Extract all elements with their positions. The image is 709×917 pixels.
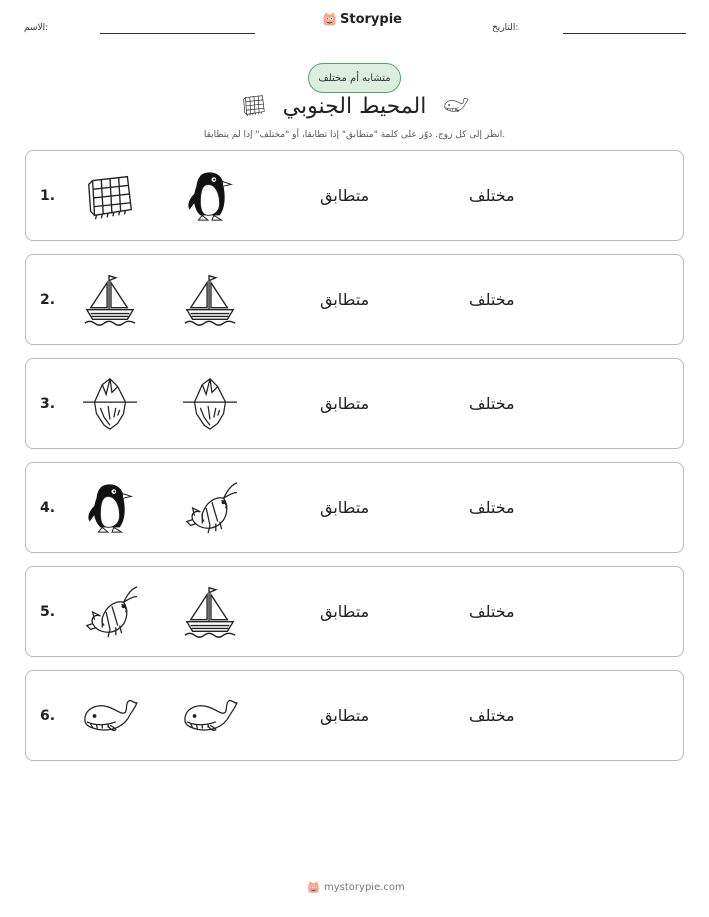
exercise-row-6 bbox=[25, 670, 684, 761]
same-option[interactable]: متطابق bbox=[320, 602, 370, 621]
same-option[interactable]: متطابق bbox=[320, 706, 370, 725]
iceberg-icon bbox=[81, 375, 139, 433]
whale-icon bbox=[181, 687, 239, 745]
name-label: الاسم: bbox=[24, 23, 49, 33]
logo-text: Storypie bbox=[340, 12, 402, 27]
row-number: 6. bbox=[40, 707, 56, 724]
same-option[interactable]: متطابق bbox=[320, 394, 370, 413]
same-option[interactable]: متطابق bbox=[320, 186, 370, 205]
shrimp-icon bbox=[81, 583, 139, 641]
different-option[interactable]: مختلف bbox=[469, 186, 515, 205]
exercise-row-4 bbox=[25, 462, 684, 553]
same-option[interactable]: متطابق bbox=[320, 290, 370, 309]
row-number: 3. bbox=[40, 395, 56, 412]
sailboat-icon bbox=[181, 583, 239, 641]
different-option[interactable]: مختلف bbox=[469, 706, 515, 725]
exercise-row-5 bbox=[25, 566, 684, 657]
footer bbox=[307, 881, 405, 894]
quilt-icon bbox=[81, 167, 139, 225]
date-label: التاريخ: bbox=[492, 23, 519, 33]
whale-icon bbox=[441, 92, 471, 118]
row-number: 2. bbox=[40, 291, 56, 308]
name-line[interactable] bbox=[100, 33, 255, 34]
iceberg-icon bbox=[181, 375, 239, 433]
penguin-icon bbox=[181, 167, 239, 225]
different-option[interactable]: مختلف bbox=[469, 290, 515, 309]
footer-link[interactable]: mystorypie.com bbox=[324, 882, 405, 893]
storypie-logo bbox=[322, 12, 402, 27]
sailboat-icon bbox=[81, 271, 139, 329]
shrimp-icon bbox=[181, 479, 239, 537]
penguin-icon bbox=[81, 479, 139, 537]
page-title: المحيط الجنوبي bbox=[282, 94, 427, 119]
row-number: 5. bbox=[40, 603, 56, 620]
storypie-logo-icon bbox=[322, 12, 337, 27]
instructions: انظر إلى كل زوج. دوّر على كلمة "متطابق" إذا تطابقا، أو "مختلف" إذا لم يتطابقا. bbox=[203, 130, 506, 140]
same-option[interactable]: متطابق bbox=[320, 498, 370, 517]
row-number: 1. bbox=[40, 187, 56, 204]
storypie-logo-icon bbox=[307, 881, 320, 894]
whale-icon bbox=[81, 687, 139, 745]
different-option[interactable]: مختلف bbox=[469, 602, 515, 621]
exercise-row-1 bbox=[25, 150, 684, 241]
exercise-row-3 bbox=[25, 358, 684, 449]
exercise-row-2 bbox=[25, 254, 684, 345]
topic-badge: متشابه أم مختلف bbox=[308, 63, 401, 93]
sailboat-icon bbox=[181, 271, 239, 329]
row-number: 4. bbox=[40, 499, 56, 516]
different-option[interactable]: مختلف bbox=[469, 394, 515, 413]
date-line[interactable] bbox=[563, 33, 686, 34]
different-option[interactable]: مختلف bbox=[469, 498, 515, 517]
